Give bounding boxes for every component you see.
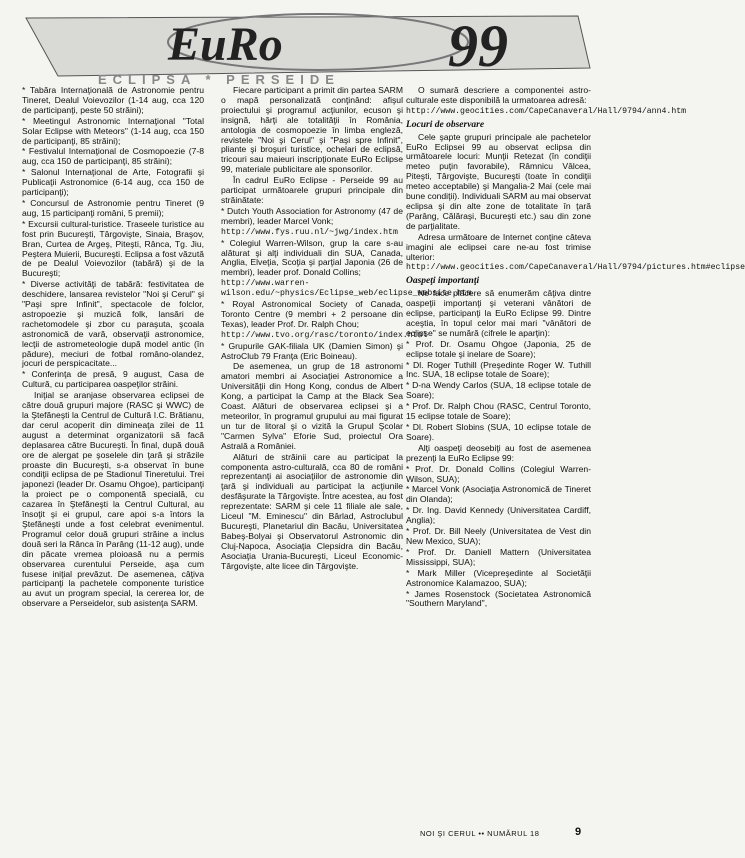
paragraph: * Marcel Vonk (Asociaţia Astronomică de Tineret din Olanda);	[406, 484, 591, 505]
paragraph: Fiecare participant a primit din partea SARM o mapă personalizată conţinând: afişul proiectului şi programul acţiunilor, ecuson şi insignă, hărţi ale totalităţii în România, antologia de cosmopoezie în limba engleză, revistele "Noi şi Cerul" şi "Paşi spre Infinit", pliante şi broşuri turistice, ochelari de eclipsă, tricouri sau maieuri inscripţionate EuRo Eclipse 99, materiale publicitare ale sponsorilor.	[221, 85, 403, 175]
masthead	[18, 8, 596, 86]
paragraph: * Prof. Dr. Daniell Mattern (Universitatea Mississippi, SUA);	[406, 546, 591, 567]
paragraph: * D-na Wendy Carlos (SUA, 18 eclipse totale de Soare);	[406, 380, 591, 401]
paragraph: * Colegiul Warren-Wilson, grup la care s-au alăturat şi alţi individuali din SUA, Canada, Anglia, Elveţia, Scoţia şi parţial Japonia (26 de membri), leader prof. Donald Collins;	[221, 237, 403, 278]
column-left	[22, 86, 204, 610]
masthead-banner	[18, 8, 596, 86]
paragraph: Ne face plăcere să enumerăm câţiva dintre oaspeţii importanţi şi veterani vânători de eclipse, participanţi la EuRo Eclipse 99. Dintre aceştia, în topul celor mai mari "vânători de eclipse" se numără (cifrele le aparţin):	[406, 288, 591, 338]
footer-publication: NOI ŞI CERUL •• NUMĂRUL 18	[420, 829, 540, 838]
paragraph: Alţi oaspeţi deosebiţi au fost de asemenea prezenţi la EuRo Eclipse 99:	[406, 442, 591, 463]
paragraph: * Festivalul Internaţional de Cosmopoezie (7-8 aug, cca 150 de participanţi, 85 străini);	[22, 146, 204, 167]
paragraph: O sumară descriere a componentei astro-culturale este disponibilă la urmatoarea adresă:	[406, 85, 591, 105]
paragraph: * Excursii cultural-turistice. Traseele turistice au fost prin Bucureşti, Târgovişte, Sinaia, Braşov, Bran, Curtea de Argeş, Piteşti, Rânca, Tg. Jiu, Peştera Muierii, Bucureşti. Eclipsa a fost văzută de pe Dealul Voievozilor (tabără) şi de la Bucureşti;	[22, 218, 204, 279]
web-address: http://www.fys.ruu.nl/~jwg/index.htm	[221, 227, 398, 237]
paragraph: Cele şapte grupuri principale ale pachetelor EuRo Eclipsei 99 au observat eclipsa din următoarele locuri: Munţii Retezat (în condiţii meteo puţin favorabile), Râmnicu Vâlcea, Piteşti, Târgovişte, Bucureşti (toate în condiţii meteo acceptabile) şi Mangalia-2 Mai (cele mai bune condiţii). Individuali SARM au mai observat eclipsa şi din alte zone de totalitate în ţară (Parâng, Călăraşi, Bucureşti etc.) sau din zone de parţialitate.	[406, 131, 591, 231]
paragraph: * Prof. Dr. Osamu Ohgoe (Japonia, 25 de eclipse totale şi inelare de Soare);	[406, 338, 591, 359]
masthead-title-left: EuRo	[168, 18, 283, 71]
web-address: http://www.tvo.org/rasc/toronto/index.html	[221, 330, 428, 340]
paragraph: * Grupurile GAK-filiala UK (Damien Simon) şi AstroClub 79 Franţa (Eric Boineau).	[221, 340, 403, 361]
section-heading: Locuri de observare	[406, 119, 485, 130]
paragraph: * Prof. Dr. Ralph Chou (RASC, Centrul Toronto, 15 eclipse totale de Soare);	[406, 401, 591, 422]
web-address: http://www.geocities.com/CapeCanaveral/Hall/9794/pictures.htm#eclipse	[406, 263, 745, 273]
paragraph: * Prof. Dr. Bill Neely (Universitatea de Vest din New Mexico, SUA);	[406, 526, 591, 546]
paragraph: * Concursul de Astronomie pentru Tineret (9 aug, 15 participanţi români, 5 premii);	[22, 197, 204, 218]
paragraph: În cadrul EuRo Eclipse - Perseide 99 au participat următoarele grupuri principale din străinătate:	[221, 175, 403, 205]
paragraph: * Dutch Youth Association for Astronomy (47 de membri), leader Marcel Vonk;	[221, 205, 403, 226]
paragraph: * Dr. Ing. David Kennedy (Universitatea Cardiff, Anglia);	[406, 505, 591, 526]
paragraph: * Diverse activităţi de tabără: festivitatea de deschidere, lansarea revistelor "Noi şi Cerul" şi "Paşi spre Infinit", spectacole de folclor, astropoezie şi muzică folk, lansări de rachetomodele şi zbor cu paraşuta, şcoala astronomică de vară, observaţii astronomice, lecţii de astrometeologie după model antic (în pădure), meciuri de fotbal româno-olandez, jocuri de perspicacitate...	[22, 279, 204, 369]
column-right	[406, 85, 745, 610]
paragraph: * Prof. Dr. Donald Collins (Colegiul Warren-Wilson, SUA);	[406, 463, 591, 484]
paragraph: * Dl. Robert Slobins (SUA, 10 eclipse totale de Soare).	[406, 422, 591, 442]
paragraph: Adresa următoare de Internet conţine câteva imagini ale eclipsei care ne-au fost trimise ulterior:	[406, 231, 591, 262]
paragraph: * Tabăra Internaţională de Astronomie pentru Tineret, Dealul Voievozilor (1-14 aug, cca 120 de participanţi, peste 50 străini);	[22, 85, 204, 115]
paragraph: * Salonul Internaţional de Arte, Fotografii şi Publicaţii Astronomice (6-14 aug, cca 150 de participanţi);	[22, 167, 204, 198]
web-address: http://www.geocities.com/CapeCanaveral/Hall/9794/ann4.htm	[406, 106, 687, 116]
masthead-title-right: 99	[448, 13, 508, 79]
section-heading: Oaspeţi importanţi	[406, 276, 480, 287]
web-address: http://www.warren-wilson.edu/~physics/Eclipse_web/eclipse_website.htm	[221, 279, 472, 299]
paragraph: Alături de străinii care au participat la componenta astro-culturală, cca 80 de români reprezentanţi ai asociaţiilor de astronomie din ţară şi individuali au participat la acţiunile desfăşurate la Târgovişte. Între acestea, au fost reprezentate: SARM şi cele 11 filiale ale sale, Liceul "M. Eminescu" din Bârlad, Astroclubul Bucureşti, Planetariul din Bacău, Universitatea Babeş-Bolyai şi Observatorul Astronomic din Cluj-Napoca, Asociaţia Clepsidra din Bacău, Asociaţia Urania-Bucureşti, Liceul Economic-Târgovişte, alte licee din Târgovişte.	[221, 451, 403, 571]
paragraph: * Royal Astronomical Society of Canada, Toronto Centre (9 membri + 2 persoane din Texas), leader Prof. Dr. Ralph Chou;	[221, 299, 403, 329]
paragraph: Iniţial se aranjase observarea eclipsei de către două grupuri majore (RASC şi WWC) de la Ştefăneşti la Centrul de Cultură I.C. Brătianu, dar cerul acoperit din dimineaţa zilei de 11 august a determinat organizatorii să facă deplasarea către Bucureşti. În final, după două ore de alergat pe şoselele din ţară şi străzile proaste din Bucureşti, s-a observat în bune condiţii eclipsa de pe Stadionul Tineretului. Trei japonezi (leader Dr. Osamu Ohgoe), participanţi la proiect pe o componentă specială, cu cazarea în Ştefăneşti la Centrul Cultural, au însoţit şi ei grupul, care apoi s-a întors la Ştefăneşti unde a fost celebrat evenimentul. Programul celor două grupuri străine a inclus două seri la Rânca în Parâng (11-12 aug), unde din păcate vremea ploioasă nu a permis observarea curentului Perseide, aşa cum fusese iniţial prevăzut. De asemenea, câţiva participanţi la pachetele componente turistice au avut un program special, la cererea lor, de observare a Perseidelor, sub asistenţa SARM.	[22, 390, 204, 609]
paragraph: * James Rosenstock (Societatea Astronomică "Southern Maryland",	[406, 588, 591, 609]
paragraph: De asemenea, un grup de 18 astronomi amatori membri ai Asociaţiei Astronomice a Universităţii din Hong Kong, condus de Albert Kong, a participat la Camp at the Black Sea Coast. Alături de observarea eclipsei şi a meteorilor, în programul grupului au mai figurat un tur de litoral şi o vizită la Grupul Şcolar "Carmen Sylva" Eforie Sud, proiectul Ora Astrală a României.	[221, 361, 403, 451]
masthead-subtitle: ECLIPSA * PERSEIDE	[98, 72, 340, 87]
paragraph: * Conferinţa de presă, 9 august, Casa de Cultură, cu participarea oaspeţilor străini.	[22, 369, 204, 390]
paragraph: * Meetingul Astronomic Internaţional "Total Solar Eclipse with Meteors" (1-14 aug, cca 150 de participanţi, 85 străini);	[22, 115, 204, 146]
page-number: 9	[575, 826, 582, 838]
paragraph: * Mark Miller (Vicepreşedinte al Societăţii Astronomice Kalamazoo, SUA);	[406, 567, 591, 588]
paragraph: * Dl. Roger Tuthill (Preşedinte Roger W. Tuthill Inc. SUA, 18 eclipse totale de Soare);	[406, 359, 591, 380]
